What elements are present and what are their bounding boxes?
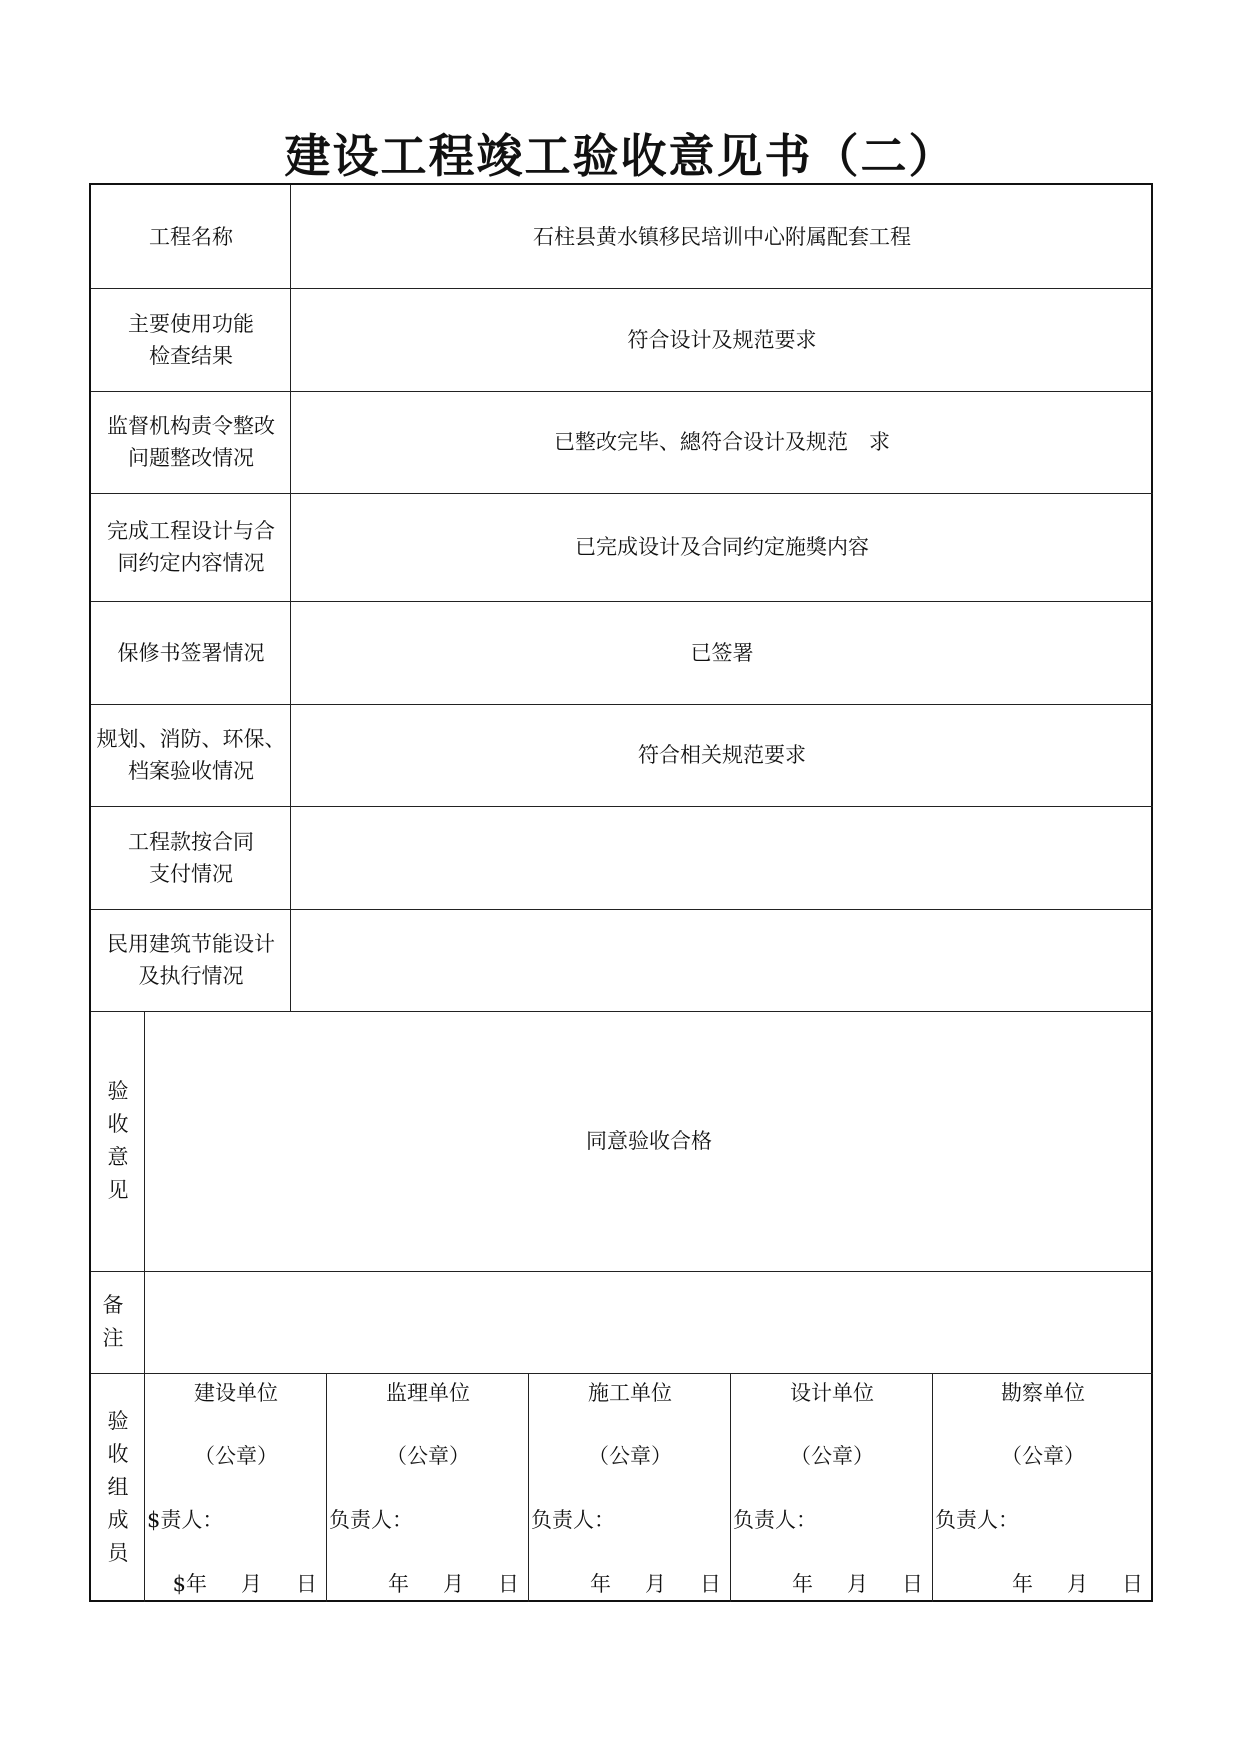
unit-date: 年 月 日 xyxy=(1012,1572,1143,1596)
table-rule xyxy=(91,493,1153,494)
table-rule xyxy=(326,1373,327,1602)
table-rule xyxy=(91,806,1153,807)
row-label-rectification: 监督机构责令整改 问题整改情况 xyxy=(107,414,275,470)
row-value-energy-saving xyxy=(291,909,1153,1011)
unit-stamp: （公章） xyxy=(588,1444,672,1468)
row-label-planning-fire: 规划、消防、环保、 档案验收情况 xyxy=(96,727,286,783)
unit-name: 勘察单位 xyxy=(1001,1381,1085,1405)
unit-name: 建设单位 xyxy=(194,1381,278,1405)
remarks-value xyxy=(145,1271,1153,1373)
table-rule xyxy=(91,391,1153,392)
row-label-warranty: 保修书签署情况 xyxy=(117,640,265,665)
acceptance-form-table xyxy=(89,183,1153,1602)
unit-construction xyxy=(145,1373,327,1601)
row-value-payment xyxy=(291,806,1153,909)
unit-stamp: （公章） xyxy=(790,1444,874,1468)
unit-supervision xyxy=(327,1373,529,1601)
table-rule xyxy=(91,1373,1153,1374)
unit-survey xyxy=(933,1373,1153,1601)
unit-name: 设计单位 xyxy=(790,1381,874,1405)
table-rule xyxy=(91,704,1153,705)
unit-date: 年 月 日 xyxy=(388,1572,519,1596)
members-label: 验 收 组 成 员 xyxy=(107,1409,129,1565)
unit-stamp: （公章） xyxy=(1001,1444,1085,1468)
table-rule xyxy=(91,288,1153,289)
table-rule xyxy=(91,601,1153,602)
table-rule xyxy=(144,1011,145,1602)
table-rule xyxy=(91,1011,1153,1012)
table-rule xyxy=(91,909,1153,910)
remarks-label: 备 注 xyxy=(102,1293,124,1350)
row-label-payment: 工程款按合同 支付情况 xyxy=(128,829,254,886)
table-rule xyxy=(91,1271,1153,1272)
unit-design xyxy=(731,1373,933,1601)
row-label-design-contract: 完成工程设计与合 同约定内容情况 xyxy=(107,519,275,575)
unit-name: 监理单位 xyxy=(386,1381,470,1405)
opinion-label: 验 收 意 见 xyxy=(107,1079,129,1202)
document-title: 建设工程竣工验收意见书（二） xyxy=(284,129,957,183)
row-value-warranty: 已签署 xyxy=(690,640,754,665)
unit-date: 年 月 日 xyxy=(792,1572,923,1596)
row-label-function-check: 主要使用功能 检查结果 xyxy=(128,311,254,368)
row-value-project-name: 石柱县黄水镇移民培训中心附属配套工程 xyxy=(533,224,911,249)
unit-responsible: 负责人： xyxy=(935,1508,1019,1532)
unit-stamp: （公章） xyxy=(194,1444,278,1468)
unit-responsible: 负责人： xyxy=(733,1508,817,1532)
unit-responsible: $责人： xyxy=(147,1508,224,1532)
members-row xyxy=(91,1373,1153,1602)
unit-name: 施工单位 xyxy=(588,1381,672,1405)
row-value-design-contract: 已完成设计及合同约定施獎内容 xyxy=(575,535,869,559)
row-label-project-name: 工程名称 xyxy=(149,224,233,249)
opinion-value: 同意验收合格 xyxy=(586,1129,712,1153)
unit-responsible: 负责人： xyxy=(329,1508,413,1532)
row-value-rectification: 已整改完毕、總符合设计及规范 求 xyxy=(554,430,890,454)
unit-stamp: （公章） xyxy=(386,1444,470,1468)
unit-contractor xyxy=(529,1373,731,1601)
unit-responsible: 负责人： xyxy=(531,1508,615,1532)
table-rule xyxy=(290,185,291,1011)
row-label-energy-saving: 民用建筑节能设计 及执行情况 xyxy=(107,932,275,988)
row-value-function-check: 符合设计及规范要求 xyxy=(627,327,817,352)
row-value-planning-fire: 符合相关规范要求 xyxy=(638,743,806,767)
unit-date: 年 月 日 xyxy=(590,1572,721,1596)
unit-date: $年 月 日 xyxy=(172,1572,317,1596)
table-rule xyxy=(528,1373,529,1602)
table-rule xyxy=(932,1373,933,1602)
table-rule xyxy=(730,1373,731,1602)
